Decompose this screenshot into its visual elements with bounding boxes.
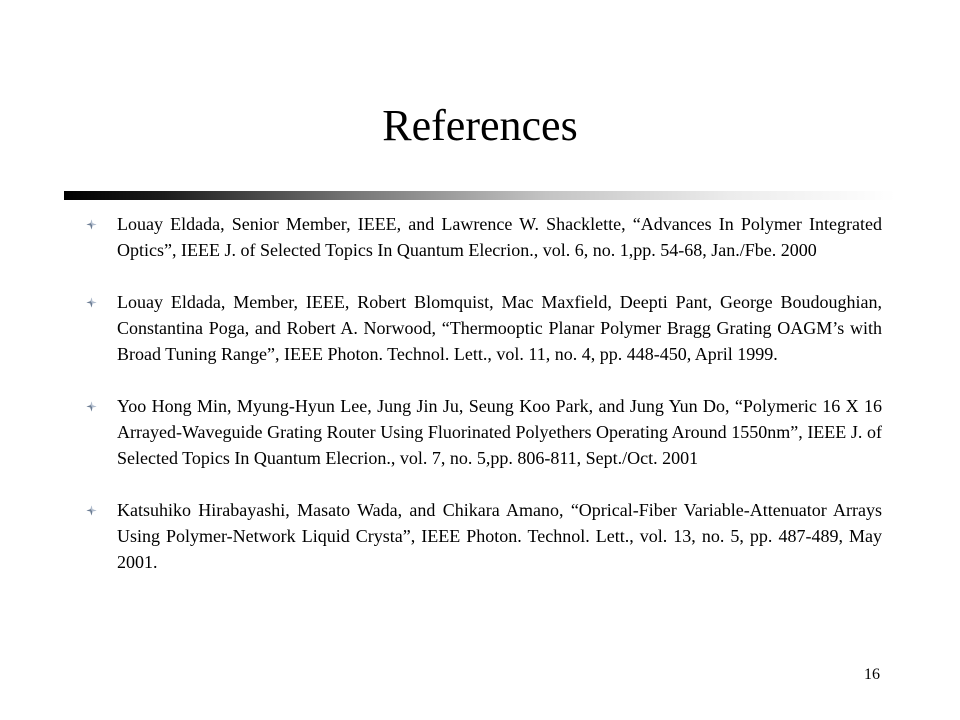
reference-item (86, 393, 882, 471)
diamond-bullet-icon (86, 505, 97, 516)
diamond-bullet-icon (86, 401, 97, 412)
reference-text: Louay Eldada, Member, IEEE, Robert Blomquist, Mac Maxfield, Deepti Pant, George Boudoughian, Constantina Poga, and Robert A. Norwood, “Thermooptic Planar Polymer Bragg Grating OAGM’s with Broad Tuning Range”, IEEE Photon. Technol. Lett., vol. 11, no. 4, pp. 448-450, April 1999. (117, 292, 882, 364)
title-divider (64, 191, 896, 200)
slide-title: References (382, 101, 578, 150)
reference-text: Katsuhiko Hirabayashi, Masato Wada, and Chikara Amano, “Oprical-Fiber Variable-Attenuator Arrays Using Polymer-Network Liquid Crysta”, IEEE Photon. Technol. Lett., vol. 13, no. 5, pp. 487-489, May 2001. (117, 500, 882, 572)
diamond-bullet-icon (86, 297, 97, 308)
diamond-bullet-icon (86, 219, 97, 230)
reference-text: Louay Eldada, Senior Member, IEEE, and Lawrence W. Shacklette, “Advances In Polymer Integrated Optics”, IEEE J. of Selected Topics In Quantum Elecrion., vol. 6, no. 1,pp. 54-68, Jan./Fbe. 2000 (117, 214, 882, 260)
reference-item (86, 497, 882, 575)
reference-text: Yoo Hong Min, Myung-Hyun Lee, Jung Jin Ju, Seung Koo Park, and Jung Yun Do, “Polymeric 16 X 16 Arrayed-Waveguide Grating Router Using Fluorinated Polyethers Operating Around 1550nm”, IEEE J. of Selected Topics In Quantum Elecrion., vol. 7, no. 5,pp. 806-811, Sept./Oct. 2001 (117, 396, 882, 468)
reference-item (86, 211, 882, 263)
slide-number: 16 (864, 666, 880, 683)
reference-item (86, 289, 882, 367)
reference-list (86, 211, 882, 601)
